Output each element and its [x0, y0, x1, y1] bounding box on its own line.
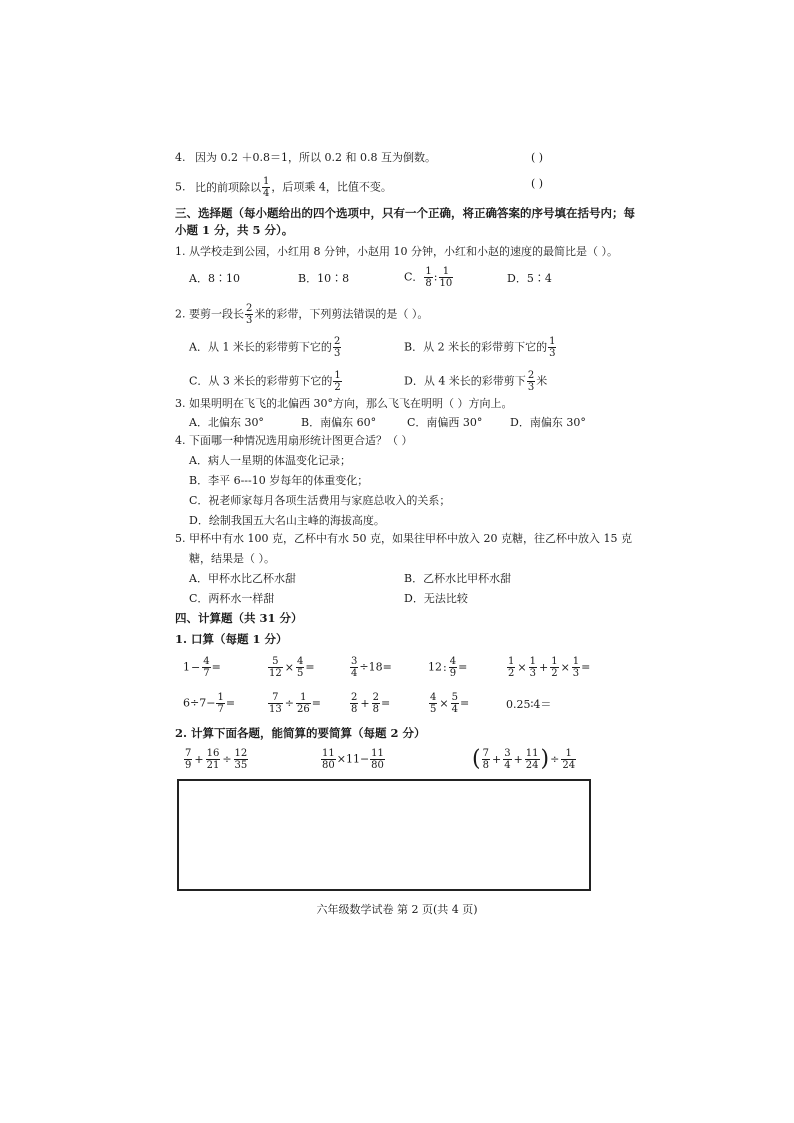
- fraction: $\frac{1}{2}$: [334, 370, 341, 393]
- choice-q4-text: 4. 下面哪一种情况选用扇形统计图更合适？（ ）: [175, 434, 413, 447]
- option-d[interactable]: D．绘制我国五大名山主峰的海拔高度。: [189, 514, 385, 527]
- question-text: ，后项乘 4，比值不变。: [271, 180, 392, 194]
- choice-q2-text: 2. 要剪一段长 $\frac{2}{3}$ 米的彩带，下列剪法错误的是（ ）。: [175, 303, 429, 326]
- option-a[interactable]: A．病人一星期的体温变化记录；: [189, 454, 351, 467]
- oral-expr: $\frac{5}{12}$ × $\frac{4}{5}$ =: [269, 656, 315, 679]
- written-expr: ( $\frac{7}{8}$ + $\frac{3}{4}$ + $\frac{11}{24}$ )÷ $\frac{1}{24}$: [472, 746, 576, 772]
- choice-q5-text-cont: 糖，结果是（ ）。: [189, 552, 275, 565]
- option-a[interactable]: A．甲杯水比乙杯水甜: [189, 572, 296, 585]
- q-number: 4.: [175, 151, 186, 164]
- option-a[interactable]: A．北偏东 30°: [189, 416, 264, 429]
- answer-box[interactable]: [177, 779, 591, 891]
- oral-expr: 1− $\frac{4}{7}$ =: [183, 656, 221, 679]
- oral-expr: $\frac{4}{5}$ × $\frac{5}{4}$ =: [430, 692, 470, 715]
- choice-q5-text: 5. 甲杯中有水 100 克，乙杯中有水 50 克，如果往甲杯中放入 20 克糖，往乙杯中放入 15 克: [175, 532, 632, 545]
- written-expr: $\frac{11}{80}$ ×11− $\frac{11}{80}$: [322, 748, 384, 771]
- page-footer: 六年级数学试卷 第 2 页(共 4 页): [316, 903, 478, 916]
- oral-expr: 6÷7− $\frac{1}{7}$ =: [183, 692, 236, 715]
- fraction: $\frac{1}{8}$: [425, 266, 432, 289]
- fraction: $\frac{2}{3}$: [527, 370, 535, 393]
- fraction: $\frac{2}{3}$: [333, 336, 341, 359]
- section-heading: 三、选择题（每小题给出的四个选项中，只有一个正确，将正确答案的序号填在括号内；每: [175, 206, 635, 220]
- written-calc-title: 2. 计算下面各题，能简算的要简算（每题 2 分）: [175, 726, 426, 740]
- oral-expr: $\frac{3}{4}$ ÷18=: [351, 656, 392, 679]
- oral-calc-title: 1. 口算（每题 1 分）: [175, 632, 288, 646]
- question-text: 比的前项除以: [195, 180, 261, 194]
- option-c[interactable]: C．从 3 米长的彩带剪下它的 $\frac{1}{2}$: [189, 370, 341, 393]
- option-d[interactable]: D．从 4 米长的彩带剪下 $\frac{2}{3}$ 米: [404, 370, 548, 393]
- q-number: 5.: [175, 180, 186, 194]
- option-b[interactable]: B．10∶8: [298, 272, 350, 285]
- section-heading: 四、计算题（共 31 分）: [175, 611, 303, 625]
- fraction: $\frac{1}{4}$: [263, 176, 270, 199]
- answer-paren[interactable]: ( ): [531, 151, 544, 164]
- option-a[interactable]: A．从 1 米长的彩带剪下它的 $\frac{2}{3}$: [189, 336, 341, 359]
- section-heading-cont: 小题 1 分，共 5 分）。: [175, 223, 294, 237]
- question-text: 因为 0.2 ＋0.8＝1，所以 0.2 和 0.8 互为倒数。: [195, 151, 436, 164]
- option-b[interactable]: B．从 2 米长的彩带剪下它的 $\frac{1}{3}$: [404, 336, 556, 359]
- choice-q3-text: 3. 如果明明在飞飞的北偏西 30°方向，那么飞飞在明明（ ）方向上。: [175, 397, 513, 410]
- fraction: $\frac{1}{3}$: [549, 336, 556, 359]
- option-b[interactable]: B．乙杯水比甲杯水甜: [404, 572, 512, 585]
- fraction: $\frac{2}{3}$: [246, 303, 253, 326]
- option-b[interactable]: B．李平 6---10 岁每年的体重变化；: [189, 474, 369, 487]
- written-expr: $\frac{7}{9}$ + $\frac{16}{21}$ ÷ $\frac{12}{35}$: [185, 748, 248, 771]
- oral-expr: $\frac{1}{2}$ × $\frac{1}{3}$ + $\frac{1}{2}$ × $\frac{1}{3}$ =: [508, 656, 591, 679]
- judge-q5: [175, 176, 392, 199]
- oral-expr: $\frac{2}{8}$ + $\frac{2}{8}$ =: [351, 692, 391, 715]
- fraction: $\frac{1}{10}$: [439, 266, 453, 289]
- option-c[interactable]: C．南偏西 30°: [407, 416, 483, 429]
- option-a[interactable]: A．8∶10: [189, 272, 240, 285]
- oral-expr: 12: $\frac{4}{9}$ =: [428, 656, 468, 679]
- option-d[interactable]: D．南偏东 30°: [510, 416, 586, 429]
- fraction: $\frac{4}{7}$: [203, 656, 210, 679]
- option-b[interactable]: B．南偏东 60°: [301, 416, 377, 429]
- oral-expr: 0.25∶4＝: [506, 698, 552, 711]
- oral-expr: $\frac{7}{13}$ ÷ $\frac{1}{26}$ =: [269, 692, 321, 715]
- option-c[interactable]: C． $\frac{1}{8}$ : $\frac{1}{10}$: [404, 266, 453, 289]
- option-c[interactable]: C．祝老师家每月各项生活费用与家庭总收入的关系；: [189, 494, 451, 507]
- option-c[interactable]: C．两杯水一样甜: [189, 592, 275, 605]
- option-d[interactable]: D．无法比较: [404, 592, 468, 605]
- option-d[interactable]: D．5∶4: [507, 272, 552, 285]
- judge-q4: [175, 151, 436, 165]
- answer-paren[interactable]: ( ): [531, 177, 544, 190]
- choice-q1-text: 1. 从学校走到公园，小红用 8 分钟，小赵用 10 分钟，小红和小赵的速度的最简比是（ ）。: [175, 245, 618, 258]
